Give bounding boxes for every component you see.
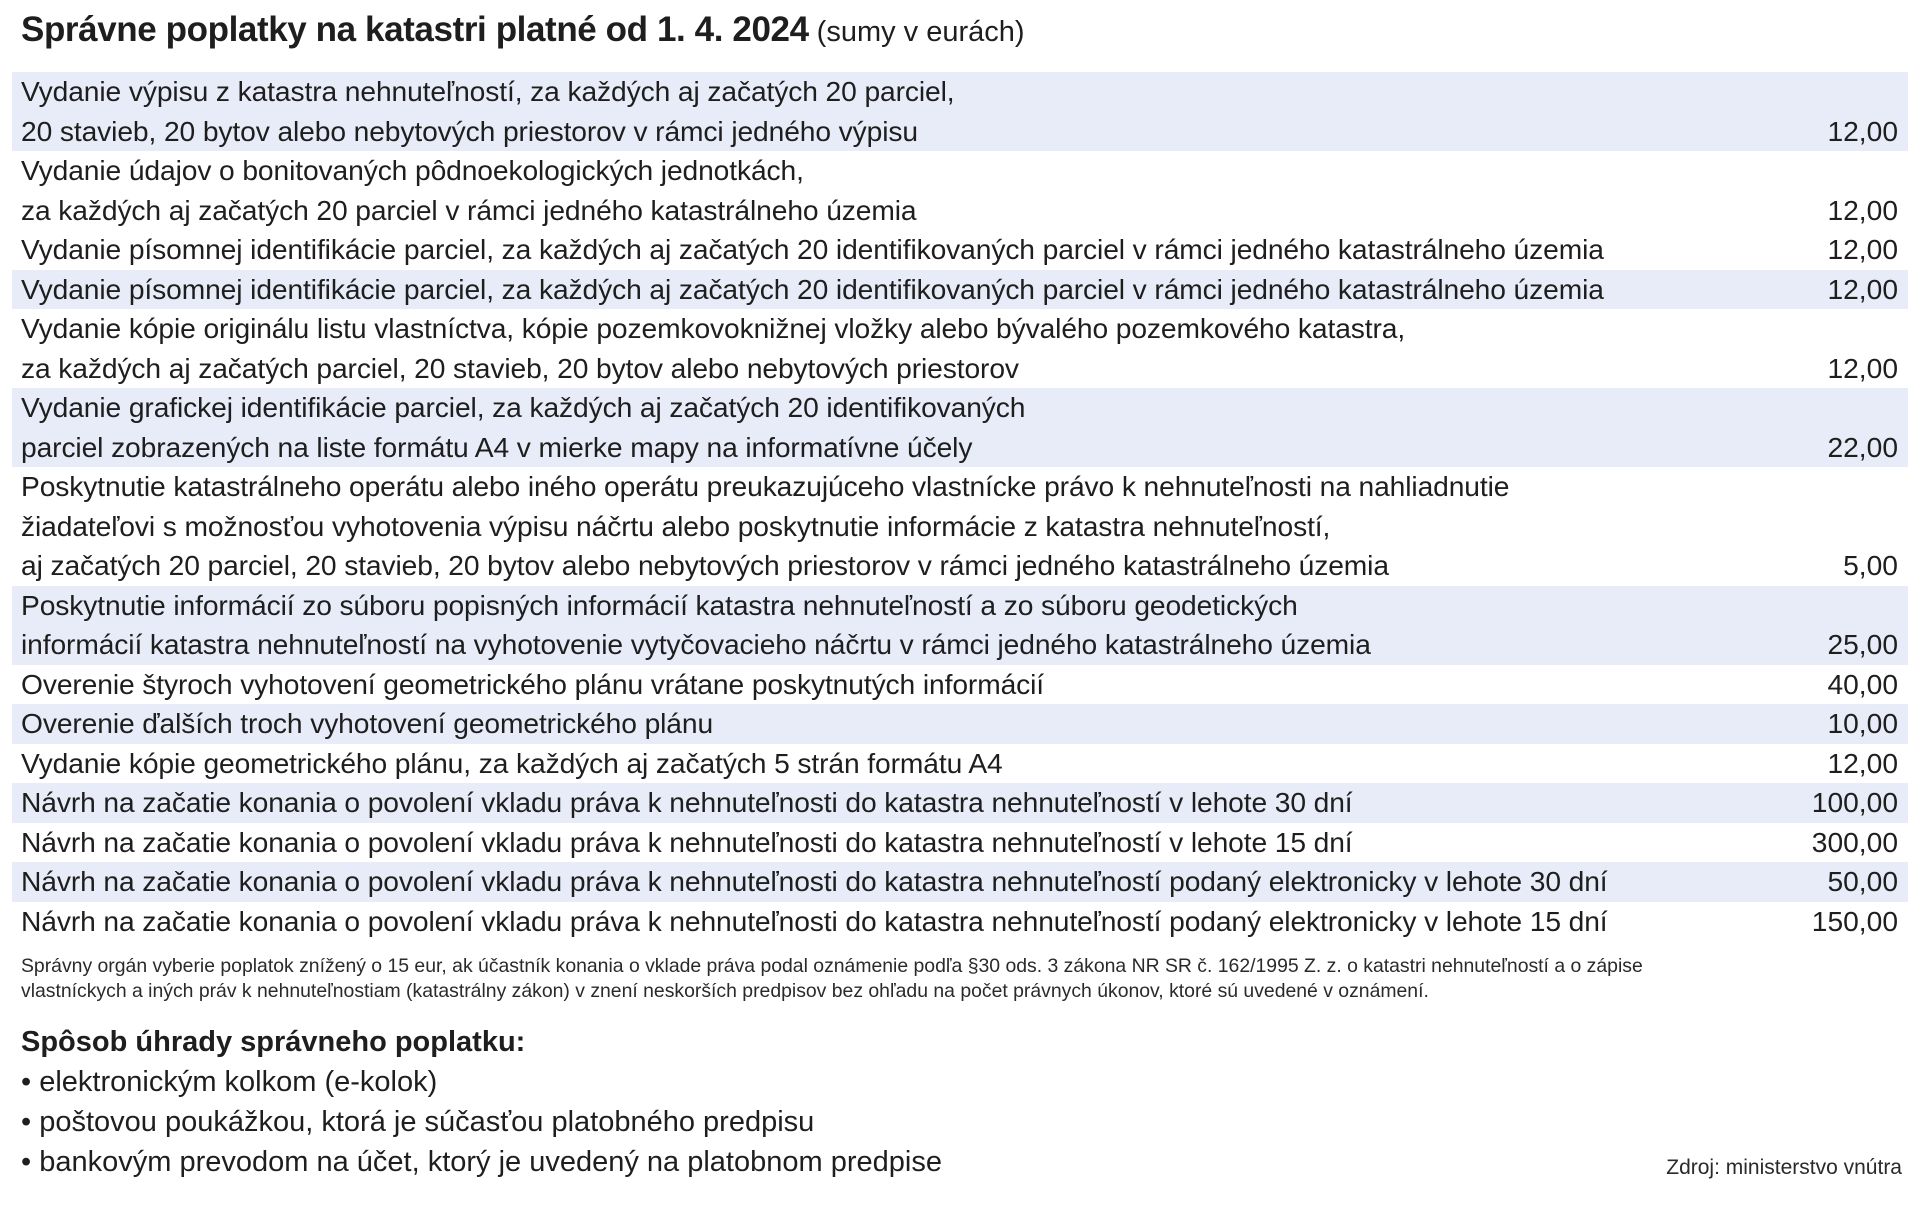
fee-amount: 12,00 xyxy=(1827,114,1898,147)
fee-amount: 12,00 xyxy=(1827,233,1898,265)
fee-amount: 5,00 xyxy=(1843,549,1898,581)
fee-description: Vydanie výpisu z katastra nehnuteľností, za každých aj začatých 20 parciel, 20 stavieb, 20 bytov alebo nebytových priestorov v rámci jedného výpisu xyxy=(21,75,955,147)
fee-description: Overenie štyroch vyhotovení geometrického plánu vrátane poskytnutých informácií xyxy=(21,667,1045,700)
fee-row xyxy=(12,704,1908,744)
fee-row xyxy=(12,467,1908,586)
fee-amount: 100,00 xyxy=(1811,786,1898,818)
fee-amount: 25,00 xyxy=(1827,628,1898,660)
fee-row xyxy=(12,230,1908,270)
fee-amount: 300,00 xyxy=(1811,825,1898,858)
fee-description: Návrh na začatie konania o povolení vkladu práva k nehnuteľnosti do katastra nehnuteľností podaný elektronicky v lehote 30 dní xyxy=(21,865,1608,897)
fee-row xyxy=(12,151,1908,230)
fee-description: Overenie ďalších troch vyhotovení geometrického plánu xyxy=(21,707,714,739)
fee-description: Návrh na začatie konania o povolení vkladu práva k nehnuteľnosti do katastra nehnuteľností v lehote 30 dní xyxy=(21,786,1353,818)
payment-item: • elektronickým kolkom (e-kolok) xyxy=(21,1066,438,1098)
page-title xyxy=(21,8,1025,59)
fee-amount: 12,00 xyxy=(1827,351,1898,384)
payment-item: • bankovým prevodom na účet, ktorý je uvedený na platobnom predpise xyxy=(21,1146,942,1178)
fee-amount: 22,00 xyxy=(1827,430,1898,463)
fee-row xyxy=(12,665,1908,705)
fee-description: Poskytnutie katastrálneho operátu alebo iného operátu preukazujúceho vlastnícke právo k nehnuteľnosti na nahliadnutie žiadateľovi s možnosťou vyhotovenia výpisu náčrtu alebo poskytnutie informácie z katastra nehnuteľností, aj začatých 20 parciel, 20 stavieb, 20 bytov alebo nebytových priestorov v rámci jedného katastrálneho územia xyxy=(21,470,1510,581)
fee-row xyxy=(12,309,1908,388)
fee-amount: 12,00 xyxy=(1827,272,1898,305)
fee-amount: 40,00 xyxy=(1827,667,1898,700)
payment-item: • poštovou poukážkou, ktorá je súčasťou platobného predpisu xyxy=(21,1106,815,1138)
fee-amount: 10,00 xyxy=(1827,707,1898,739)
fee-amount: 50,00 xyxy=(1827,865,1898,897)
payment-title: Spôsob úhrady správneho poplatku: xyxy=(21,1026,526,1058)
fee-row xyxy=(12,744,1908,784)
fee-description: Vydanie písomnej identifikácie parciel, za každých aj začatých 20 identifikovaných parciel v rámci jedného katastrálneho územia xyxy=(21,233,1604,265)
fee-description: Vydanie kópie geometrického plánu, za každých aj začatých 5 strán formátu A4 xyxy=(21,746,1003,779)
fee-description: Návrh na začatie konania o povolení vkladu práva k nehnuteľnosti do katastra nehnuteľností v lehote 15 dní xyxy=(21,825,1353,858)
fee-amount: 12,00 xyxy=(1827,746,1898,779)
fee-row xyxy=(12,823,1908,863)
fee-amount: 150,00 xyxy=(1811,904,1898,937)
fee-row xyxy=(12,902,1908,942)
payment-methods xyxy=(21,1022,942,1182)
fee-row xyxy=(12,783,1908,823)
title-main: Správne poplatky na katastri platné od 1. 4. 2024 xyxy=(21,10,809,49)
fee-description: Vydanie grafickej identifikácie parciel, za každých aj začatých 20 identifikovaných parciel zobrazených na liste formátu A4 v mierke mapy na informatívne účely xyxy=(21,391,1026,463)
fee-description: Vydanie písomnej identifikácie parciel, za každých aj začatých 20 identifikovaných parciel v rámci jedného katastrálneho územia xyxy=(21,272,1604,305)
footnote: Správny orgán vyberie poplatok znížený o 15 eur, ak účastník konania o vklade práva podal oznámenie podľa §30 ods. 3 zákona NR SR č. 162/1995 Z. z. o katastri nehnuteľností a o zápise vlastníckych a iných práv k nehnuteľnostiam (katastrálny zákon) v znení neskorších predpisov bez ohľadu na počet právnych úkonov, ktoré sú uvedené v oznámení. xyxy=(21,955,1643,1002)
fee-row xyxy=(12,388,1908,467)
fee-amount: 12,00 xyxy=(1827,193,1898,226)
fee-row xyxy=(12,270,1908,310)
source-credit: Zdroj: ministerstvo vnútra xyxy=(1666,1156,1902,1179)
fee-description: Vydanie kópie originálu listu vlastníctva, kópie pozemkovoknižnej vložky alebo bývalého pozemkového katastra, za každých aj začatých parciel, 20 stavieb, 20 bytov alebo nebytových priestorov xyxy=(21,312,1406,384)
fee-description: Návrh na začatie konania o povolení vkladu práva k nehnuteľnosti do katastra nehnuteľností podaný elektronicky v lehote 15 dní xyxy=(21,904,1608,937)
fee-row xyxy=(12,586,1908,665)
title-subtitle: (sumy v eurách) xyxy=(816,16,1025,48)
fee-row xyxy=(12,862,1908,902)
fee-row xyxy=(12,72,1908,151)
fee-description: Vydanie údajov o bonitovaných pôdnoekologických jednotkách, za každých aj začatých 20 parciel v rámci jedného katastrálneho územia xyxy=(21,154,917,226)
fee-table xyxy=(12,72,1908,941)
fee-description: Poskytnutie informácií zo súboru popisných informácií katastra nehnuteľností a zo súboru geodetických informácií katastra nehnuteľností na vyhotovenie vytyčovacieho náčrtu v rámci jedného katastrálneho územia xyxy=(21,588,1371,660)
